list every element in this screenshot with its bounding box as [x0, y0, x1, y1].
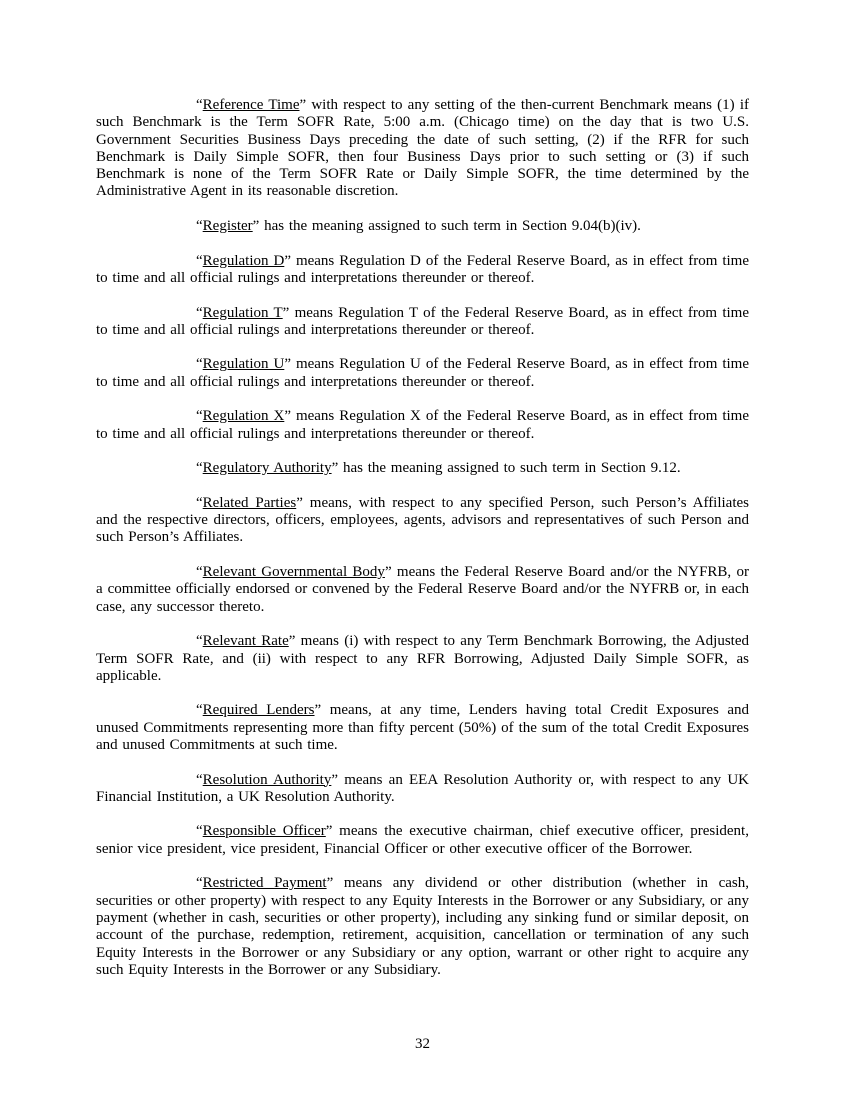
- definition-text: ” with respect to any setting of the then-current Benchmark means (1) if such Benchmark is the Term SOFR Rate, 5:00 a.m. (Chicago time) on the day that is two U.S. Government Securities Business Days preceding the date of such setting, (2) if the RFR for such Benchmark is Daily Simple SOFR, then four Business Days prior to such setting or (3) if such Benchmark is none of the Term SOFR Rate or Daily Simple SOFR, the time determined by the Administrative Agent in its reasonable discretion.: [96, 97, 749, 200]
- defined-term: Regulation T: [202, 304, 283, 321]
- definition-paragraph: [96, 823, 749, 858]
- open-quote: “: [196, 823, 203, 840]
- definition-paragraph: [96, 772, 749, 807]
- defined-term: Regulation U: [202, 356, 285, 373]
- definition-paragraph: [96, 218, 749, 235]
- definition-text: ” means Regulation T of the Federal Reserve Board, as in effect from time to time and all official rulings and interpretations thereunder or thereof.: [96, 304, 750, 338]
- definition-text: ” means the executive chairman, chief executive officer, president, senior vice president, vice president, Financial Officer or other executive officer of the Borrower.: [96, 823, 749, 857]
- defined-term: Responsible Officer: [202, 823, 326, 840]
- definition-paragraph: [96, 97, 749, 201]
- definition-text: ” means an EEA Resolution Authority or, with respect to any UK Financial Institution, a UK Resolution Authority.: [96, 771, 749, 805]
- open-quote: “: [196, 633, 203, 650]
- open-quote: “: [196, 252, 203, 269]
- definition-paragraph: [96, 408, 749, 443]
- definition-paragraph: [96, 460, 749, 477]
- definition-text: ” means, with respect to any specified Person, such Person’s Affiliates and the respective directors, officers, employees, agents, advisors and representatives of such Person and such Person’s Affiliates.: [96, 494, 750, 546]
- definition-paragraph: [96, 495, 749, 547]
- definition-paragraph: [96, 702, 749, 754]
- definition-text: ” means, at any time, Lenders having total Credit Exposures and unused Commitments representing more than fifty percent (50%) of the sum of the total Credit Exposures and unused Commitments at such time.: [96, 702, 749, 753]
- definition-paragraph: [96, 356, 749, 391]
- open-quote: “: [196, 304, 203, 321]
- page-number: 32: [415, 1036, 430, 1052]
- defined-term: Relevant Governmental Body: [202, 564, 385, 581]
- definition-paragraph: [96, 253, 749, 288]
- defined-term: Reference Time: [202, 97, 300, 113]
- open-quote: “: [196, 771, 203, 788]
- defined-term: Regulation X: [202, 408, 285, 425]
- open-quote: “: [196, 702, 203, 719]
- defined-term: Register: [202, 218, 253, 235]
- definition-text: ” means the Federal Reserve Board and/or the NYFRB, or a committee officially endorsed or convened by the Federal Reserve Board and/or the NYFRB or, in each case, any successor thereto.: [96, 564, 749, 615]
- open-quote: “: [196, 460, 203, 477]
- open-quote: “: [196, 408, 203, 425]
- definition-text: ” means Regulation D of the Federal Reserve Board, as in effect from time to time and all official rulings and interpretations thereunder or thereof.: [96, 252, 749, 286]
- definition-paragraph: [96, 875, 749, 979]
- definition-paragraph: [96, 564, 749, 616]
- open-quote: “: [196, 218, 203, 235]
- definition-text: ” means Regulation U of the Federal Reserve Board, as in effect from time to time and all official rulings and interpretations thereunder or thereof.: [96, 356, 749, 390]
- open-quote: “: [196, 356, 203, 373]
- open-quote: “: [196, 564, 203, 581]
- definition-text: ” means Regulation X of the Federal Reserve Board, as in effect from time to time and all official rulings and interpretations thereunder or thereof.: [96, 408, 749, 442]
- defined-term: Resolution Authority: [202, 771, 332, 788]
- definition-paragraph: [96, 633, 749, 685]
- definition-text: ” has the meaning assigned to such term in Section 9.04(b)(iv).: [252, 218, 641, 235]
- defined-term: Relevant Rate: [202, 633, 289, 650]
- definition-text: ” has the meaning assigned to such term in Section 9.12.: [331, 460, 681, 477]
- open-quote: “: [196, 875, 203, 892]
- defined-term: Regulatory Authority: [202, 460, 332, 477]
- definitions-list: [96, 97, 749, 979]
- defined-term: Required Lenders: [202, 702, 315, 719]
- definition-paragraph: [96, 305, 749, 340]
- defined-term: Restricted Payment: [202, 875, 327, 892]
- defined-term: Regulation D: [202, 252, 285, 269]
- defined-term: Related Parties: [202, 494, 297, 511]
- open-quote: “: [196, 494, 203, 511]
- open-quote: “: [196, 97, 203, 113]
- definition-text: ” means any dividend or other distribution (whether in cash, securities or other property) with respect to any Equity Interests in the Borrower or any Subsidiary, or any payment (whether in cash, securities or other property), including any sinking fund or similar deposit, on account of the purchase, redemption, retirement, acquisition, cancellation or termination of any such Equity Interests in the Borrower or any Subsidiary or any option, warrant or other right to acquire any such Equity Interests in the Borrower or any Subsidiary.: [96, 875, 749, 978]
- definition-text: ” means (i) with respect to any Term Benchmark Borrowing, the Adjusted Term SOFR Rate, and (ii) with respect to any RFR Borrowing, Adjusted Daily Simple SOFR, as applicable.: [96, 633, 749, 684]
